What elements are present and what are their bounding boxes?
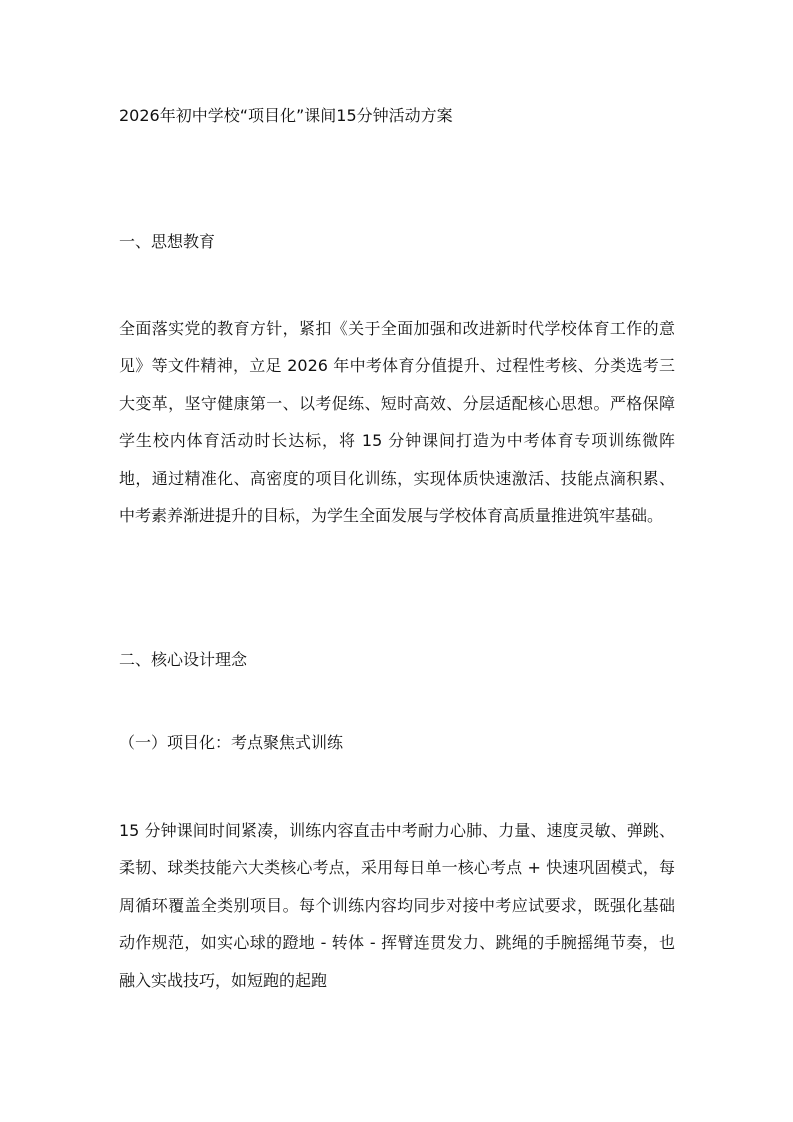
section-paragraph-project: 15 分钟课间时间紧凑，训练内容直击中考耐力心肺、力量、速度灵敏、弹跳、柔韧、球类技能六大类核心考点，采用每日单一核心考点 + 快速巩固模式，每周循环覆盖全类别项目。每个训练内容均同步对接中考应试要求，既强化基础动作规范，如实心球的蹬地 - 转体 - 挥臂连贯发力、跳绳的手腕摇绳节奏，也融入实战技巧，如短跑的起跑 — [119, 821, 675, 990]
section-heading-ideology: 一、思想教育 — [119, 232, 216, 251]
section-heading-design-concept: 二、核心设计理念 — [119, 650, 248, 669]
section-paragraph-ideology: 全面落实党的教育方针，紧扣《关于全面加强和改进新时代学校体育工作的意见》等文件精神，立足 2026 年中考体育分值提升、过程性考核、分类选考三大变革，坚守健康第一、以考促练、短时高效、分层适配核心思想。严格保障学生校内体育活动时长达标，将 15 分钟课间打造为中考体育专项训练微阵地，通过精准化、高密度的项目化训练，实现体质快速激活、技能点滴积累、中考素养渐进提升的目标，为学生全面发展与学校体育高质量推进筑牢基础。 — [119, 319, 675, 526]
document-title: 2026年初中学校“项目化”课间15分钟活动方案 — [119, 106, 453, 125]
subsection-heading-project: （一）项目化：考点聚焦式训练 — [119, 733, 344, 752]
